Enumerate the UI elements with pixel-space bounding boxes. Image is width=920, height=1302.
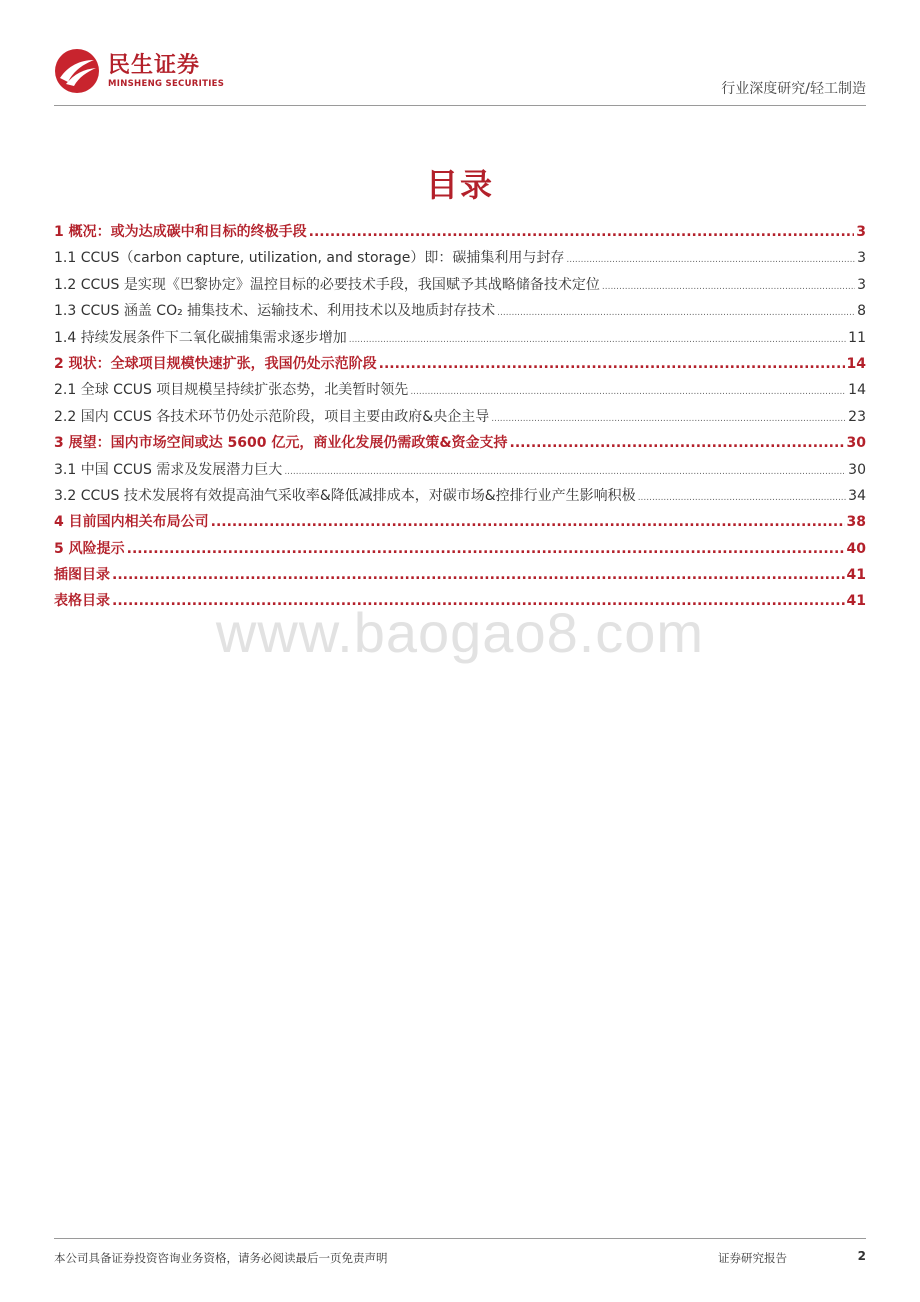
toc-leader-dots [379,356,845,372]
toc-entry-label: 1.1 CCUS（carbon capture, utilization, and storage）即：碳捕集利用与封存 [54,250,565,267]
toc-entry-label: 1.2 CCUS 是实现《巴黎协定》温控目标的必要技术手段，我国赋予其战略储备技术定位 [54,276,600,293]
toc-leader-dots [566,255,855,265]
toc-entry-page: 41 [846,567,866,584]
toc-entry-page: 14 [848,382,866,399]
logo-chinese-name: 民生证券 [108,52,201,78]
toc-entry[interactable] [54,379,866,405]
toc-entry[interactable] [54,564,866,590]
toc-leader-dots [510,435,845,451]
footer-report-type: 证券研究报告 [718,1251,787,1265]
minsheng-logo-icon [54,48,100,94]
toc-entry-page: 8 [857,303,866,320]
toc-entry[interactable] [54,432,866,458]
table-of-contents [54,221,866,617]
toc-entry[interactable] [54,274,866,300]
toc-entry-page: 41 [846,593,866,610]
toc-leader-dots [127,541,845,557]
footer-divider [54,1238,866,1239]
logo-english-name: MINSHENG SECURITIES [108,78,225,89]
toc-entry-page: 14 [846,355,866,372]
toc-entry[interactable] [54,221,866,247]
toc-entry-page: 34 [848,487,866,504]
toc-entry-label: 2.2 国内 CCUS 各技术环节仍处示范阶段，项目主要由政府&央企主导 [54,408,490,425]
toc-entry-page: 3 [857,250,866,267]
page-number: 2 [857,1249,866,1263]
company-logo [54,48,224,94]
toc-leader-dots [602,282,855,292]
toc-entry-label: 3 展望：国内市场空间或达 5600 亿元，商业化发展仍需政策&资金支持 [54,435,508,452]
toc-entry[interactable] [54,511,866,537]
toc-entry[interactable] [54,538,866,564]
toc-entry-label: 1 概况：或为达成碳中和目标的终极手段 [54,224,307,240]
toc-entry-label: 5 风险提示 [54,540,125,557]
toc-title: 目录 [425,166,494,204]
toc-entry-page: 30 [848,461,866,478]
toc-leader-dots [284,467,846,477]
report-category: 行业深度研究/轻工制造 [721,81,866,97]
toc-leader-dots [638,493,846,503]
toc-leader-dots [112,567,845,583]
toc-entry-label: 1.4 持续发展条件下二氧化碳捕集需求逐步增加 [54,329,347,346]
toc-leader-dots [491,414,846,424]
toc-leader-dots [211,514,845,530]
toc-entry-page: 23 [848,408,866,425]
toc-entry-label: 2 现状：全球项目规模快速扩张，我国仍处示范阶段 [54,355,377,372]
toc-entry-page: 3 [856,224,866,240]
toc-leader-dots [497,308,855,318]
footer-disclaimer: 本公司具备证券投资咨询业务资格，请务必阅读最后一页免责声明 [54,1251,388,1265]
toc-leader-dots [309,224,855,240]
toc-entry-label: 4 目前国内相关布局公司 [54,514,209,531]
toc-entry-page: 11 [848,329,866,346]
toc-entry[interactable] [54,300,866,326]
watermark: www.baogao8.com [215,601,705,664]
toc-leader-dots [410,387,846,397]
toc-entry-label: 插图目录 [54,567,110,584]
toc-entry-label: 3.1 中国 CCUS 需求及发展潜力巨大 [54,461,283,478]
toc-entry-label: 2.1 全球 CCUS 项目规模呈持续扩张态势，北美暂时领先 [54,382,409,399]
toc-entry-label: 3.2 CCUS 技术发展将有效提高油气采收率&降低减排成本，对碳市场&控排行业产生影响积极 [54,487,636,504]
toc-entry-label: 表格目录 [54,593,110,610]
page-header [54,48,866,106]
toc-entry[interactable] [54,406,866,432]
toc-entry[interactable] [54,485,866,511]
toc-entry-page: 30 [846,435,866,452]
toc-entry-page: 38 [846,514,866,531]
header-divider [54,105,866,106]
toc-entry-page: 3 [857,276,866,293]
toc-entry[interactable] [54,247,866,273]
toc-entry[interactable] [54,459,866,485]
toc-entry-page: 40 [846,540,866,557]
toc-entry-label: 1.3 CCUS 涵盖 CO₂ 捕集技术、运输技术、利用技术以及地质封存技术 [54,303,496,320]
toc-leader-dots [349,335,846,345]
toc-entry[interactable] [54,327,866,353]
toc-entry[interactable] [54,353,866,379]
